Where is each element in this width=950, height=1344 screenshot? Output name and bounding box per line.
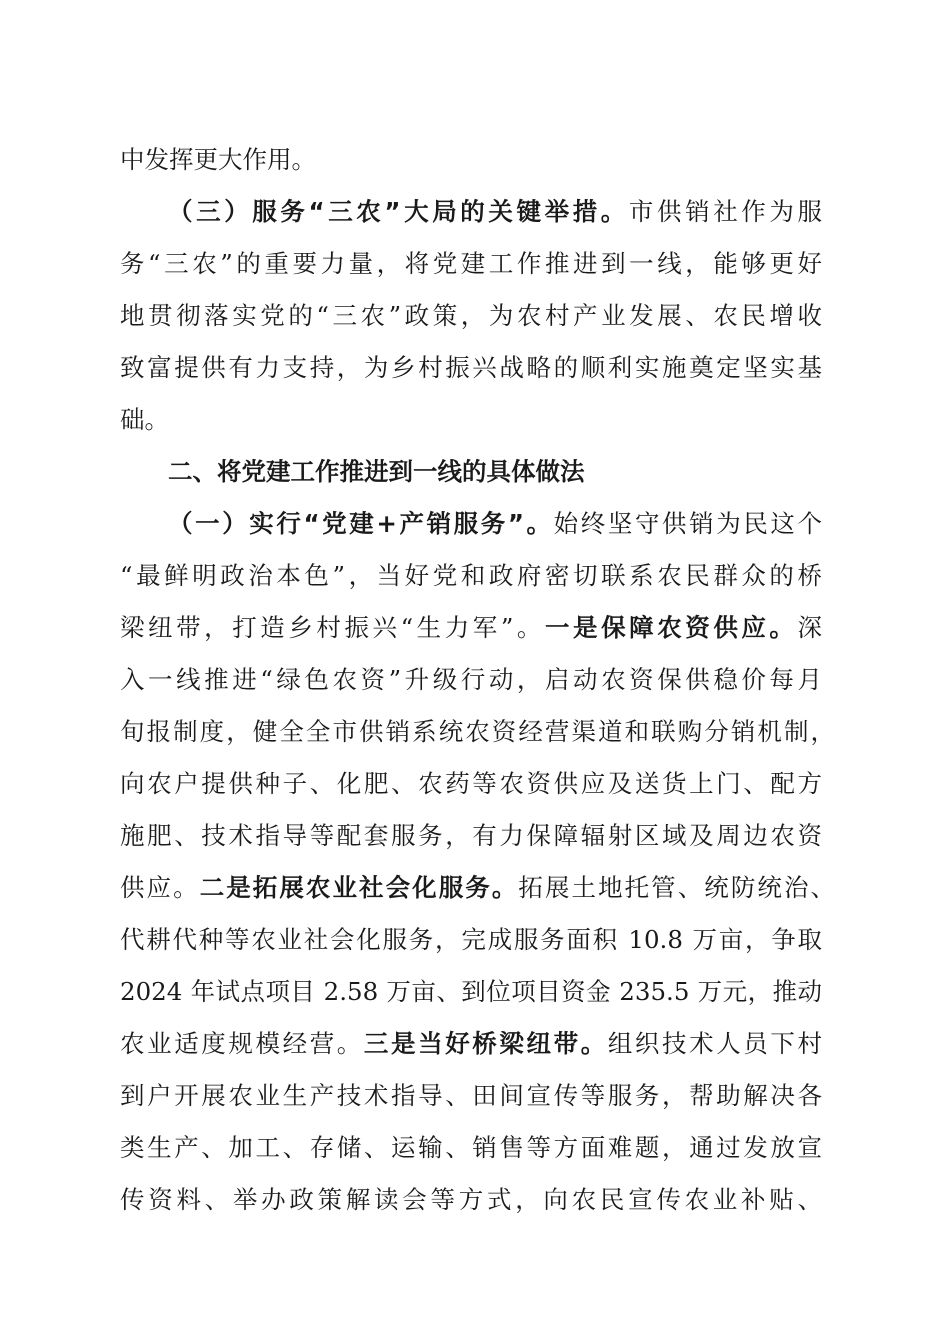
text-run: 中发挥更大作用。: [120, 145, 316, 174]
text-run: 深: [797, 613, 822, 642]
paragraph-line: [168, 507, 822, 541]
paragraph-line: [120, 1183, 822, 1217]
text-run: 梁纽带，打造乡村振兴“生力军”。: [120, 613, 545, 642]
section-heading-text: （一）实行“党建+产销服务”。: [168, 509, 554, 538]
text-run: 农业适度规模经营。: [120, 1029, 364, 1058]
text-run: 市供销社作为服: [628, 197, 823, 226]
text-run: 类生产、加工、存储、运输、销售等方面难题，通过发放宣: [120, 1133, 822, 1162]
paragraph-line: [120, 871, 835, 905]
paragraph-line: [120, 663, 822, 697]
text-run: “最鲜明政治本色”，当好党和政府密切联系农民群众的桥: [120, 561, 822, 590]
paragraph-line: [120, 559, 822, 593]
paragraph-line: [120, 1131, 822, 1165]
text-run: 施肥、技术指导等配套服务，有力保障辐射区域及周边农资: [120, 821, 822, 850]
text-run: 组织技术人员下村: [607, 1029, 823, 1058]
text-run: 地贯彻落实党的“三农”政策，为农村产业发展、农民增收: [120, 301, 822, 330]
bold-subheading-text: 二是拓展农业社会化服务。: [199, 873, 519, 902]
text-run: 拓展土地托管、统防统治、: [518, 873, 836, 902]
paragraph-line: [120, 351, 822, 385]
chapter-heading-text: 二、将党建工作推进到一线的具体做法: [168, 457, 585, 486]
paragraph-line: [120, 247, 822, 281]
paragraph-line: [120, 403, 169, 437]
paragraph-line: [120, 1027, 822, 1061]
text-run: 代耕代种等农业社会化服务，完成服务面积 10.8 万亩，争取: [120, 925, 822, 954]
text-run: 2024 年试点项目 2.58 万亩、到位项目资金 235.5 万元，推动: [120, 977, 822, 1006]
paragraph-line: [168, 195, 822, 229]
text-run: 供应。: [120, 873, 200, 902]
text-run: 入一线推进“绿色农资”升级行动，启动农资保供稳价每月: [120, 665, 822, 694]
text-run: 致富提供有力支持，为乡村振兴战略的顺利实施奠定坚实基: [120, 353, 822, 382]
text-run: 到户开展农业生产技术指导、田间宣传等服务，帮助解决各: [120, 1081, 822, 1110]
paragraph-line: [120, 715, 835, 749]
paragraph-line: [120, 923, 822, 957]
text-run: 向农户提供种子、化肥、农药等农资供应及送货上门、配方: [120, 769, 822, 798]
paragraph-line: [120, 611, 822, 645]
text-run: 务“三农”的重要力量，将党建工作推进到一线，能够更好: [120, 249, 822, 278]
text-run: 础。: [120, 405, 169, 434]
paragraph-line: [120, 819, 822, 853]
text-run: 始终坚守供销为民这个: [553, 509, 823, 538]
section-heading-text: （三）服务“三农”大局的关键举措。: [168, 197, 629, 226]
paragraph-line: [120, 1079, 822, 1113]
paragraph-line: [120, 143, 316, 177]
paragraph-line: [120, 299, 822, 333]
bold-subheading-text: 一是保障农资供应。: [544, 613, 798, 642]
text-run: 传资料、举办政策解读会等方式，向农民宣传农业补贴、: [120, 1185, 822, 1214]
chapter-heading: [168, 455, 585, 489]
paragraph-line: [120, 975, 822, 1009]
bold-subheading-text: 三是当好桥梁纽带。: [363, 1029, 608, 1058]
paragraph-line: [120, 767, 822, 801]
text-run: 旬报制度，健全全市供销系统农资经营渠道和联购分销机制，: [120, 717, 835, 746]
